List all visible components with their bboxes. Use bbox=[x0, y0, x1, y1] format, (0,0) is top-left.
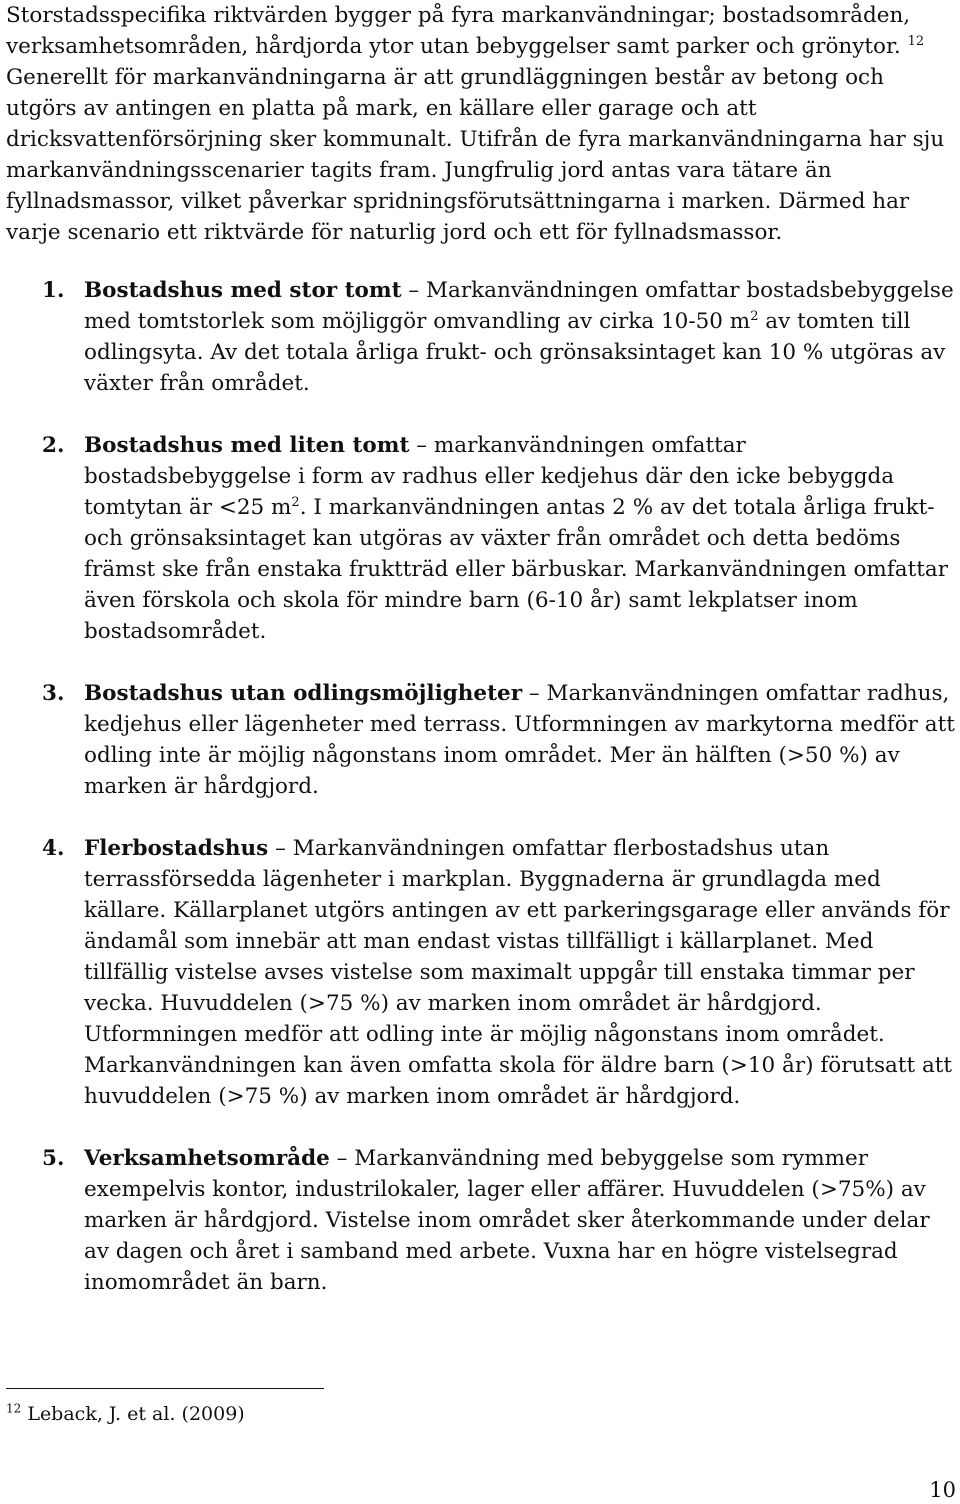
scenario-term: Bostadshus med liten tomt bbox=[84, 433, 410, 458]
scenario-item bbox=[6, 678, 956, 802]
scenario-dash: – bbox=[268, 836, 293, 861]
intro-paragraph bbox=[6, 0, 951, 248]
footnote bbox=[6, 1400, 245, 1428]
scenario-text: Markanvändningen omfattar flerbostadshus utan terrassförsedda lägenheter i markplan. Byggnaderna är grundlagda med källare. Källarplanet utgörs antingen av ett parkeringsgarage eller används för ändamål som innebär att man endast vistas tillfälligt i källarplanet. Med tillfällig vistelse avses vistelse som maximalt uppgår till enstaka timmar per vecka. Huvuddelen (>75 %) av marken inom området är hårdgjord. Utformningen medför att odling inte är möjlig någonstans inom området. Markanvändningen kan även omfatta skola för äldre barn (>10 år) förutsatt att huvuddelen (>75 %) av marken inom området är hårdgjord. bbox=[84, 836, 953, 1109]
scenario-term: Bostadshus utan odlingsmöjligheter bbox=[84, 681, 523, 706]
footnote-reference: 12 bbox=[907, 33, 925, 49]
scenario-item bbox=[6, 833, 956, 1112]
superscript: 2 bbox=[291, 494, 300, 510]
scenario-list bbox=[6, 275, 956, 1329]
scenario-number: 2. bbox=[42, 433, 65, 458]
page-number: 10 bbox=[929, 1478, 956, 1502]
scenario-text-continued: . I markanvändningen antas 2 % av det totala årliga frukt- och grönsaksintaget kan utgöras av växter från området och detta bedöms främst ske från enstaka fruktträd eller bärbuskar. Markanvändningen omfattar även förskola och skola för mindre barn (6-10 år) samt lekplatser inom bostadsområdet. bbox=[84, 495, 948, 644]
scenario-text: Markanvändning med bebyggelse som rymmer exempelvis kontor, industrilokaler, lager eller affärer. Huvuddelen (>75%) av marken är hårdgjord. Vistelse inom området sker återkommande under delar av dagen och året i samband med arbete. Vuxna har en högre vistelsegrad inomområdet än barn. bbox=[84, 1146, 930, 1295]
scenario-item bbox=[6, 275, 956, 399]
scenario-text: Markanvändningen omfattar radhus, kedjehus eller lägenheter med terrass. Utformningen av markytorna medför att odling inte är möjlig någonstans inom området. Mer än hälften (>50 %) av marken är hårdgjord. bbox=[84, 681, 955, 799]
footnote-mark: 12 bbox=[6, 1401, 22, 1416]
scenario-text: markanvändningen omfattar bostadsbebyggelse i form av radhus eller kedjehus där den icke bebyggda tomtytan är <25 m bbox=[84, 433, 895, 520]
scenario-dash: – bbox=[401, 278, 426, 303]
scenario-number: 1. bbox=[42, 278, 65, 303]
scenario-item bbox=[6, 1143, 956, 1298]
scenario-number: 4. bbox=[42, 836, 65, 861]
scenario-dash: – bbox=[409, 433, 434, 458]
footnote-text: Leback, J. et al. (2009) bbox=[21, 1403, 245, 1425]
scenario-term: Verksamhetsområde bbox=[84, 1146, 330, 1171]
scenario-item bbox=[6, 430, 956, 647]
scenario-number: 3. bbox=[42, 681, 65, 706]
scenario-dash: – bbox=[522, 681, 547, 706]
superscript: 2 bbox=[750, 308, 759, 324]
intro-text-part1: Storstadsspecifika riktvärden bygger på fyra markanvändningar; bostadsområden, verksamhetsområden, hårdjorda ytor utan bebyggelser samt parker och grönytor. bbox=[6, 3, 911, 59]
scenario-term: Bostadshus med stor tomt bbox=[84, 278, 402, 303]
scenario-term: Flerbostadshus bbox=[84, 836, 269, 861]
intro-text-part2: Generellt för markanvändningarna är att grundläggningen består av betong och utgörs av antingen en platta på mark, en källare eller garage och att dricksvattenförsörjning sker kommunalt. Utifrån de fyra markanvändningarna har sju markanvändningsscenarier tagits fram. Jungfrulig jord antas vara tätare än fyllnadsmassor, vilket påverkar spridningsförutsättningarna i marken. Därmed har varje scenario ett riktvärde för naturlig jord och ett för fyllnadsmassor. bbox=[6, 65, 945, 245]
scenario-dash: – bbox=[329, 1146, 355, 1171]
scenario-text: Markanvändningen omfattar bostadsbebyggelse med tomtstorlek som möjliggör omvandling av cirka 10-50 m bbox=[84, 278, 954, 334]
scenario-number: 5. bbox=[42, 1146, 65, 1171]
footnote-separator bbox=[6, 1388, 324, 1389]
scenario-text-continued: av tomten till odlingsyta. Av det totala årliga frukt- och grönsaksintaget kan 10 % utgöras av växter från området. bbox=[84, 309, 946, 396]
